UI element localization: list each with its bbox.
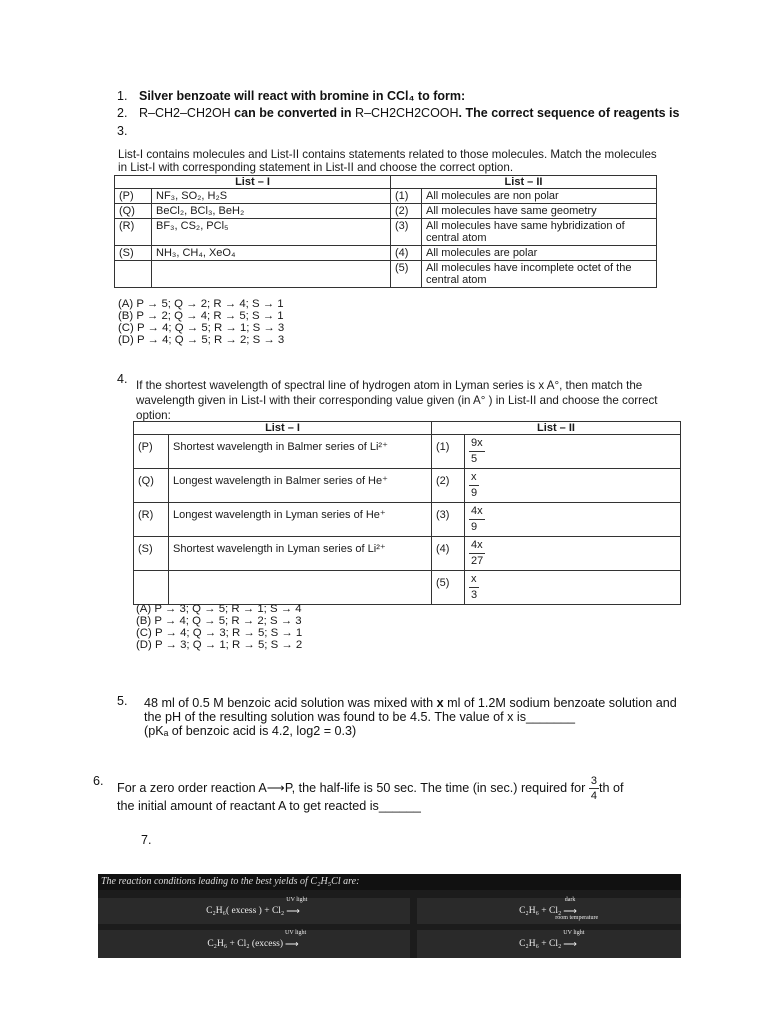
fraction: $\frac{4x}{27}$ xyxy=(471,539,484,567)
question-7-dark-panel xyxy=(98,874,681,958)
table-row: (Q) Longest wavelength in Balmer series of He⁺ (2) $\frac{x}{9}$ xyxy=(134,469,681,503)
question-3-intro: List-I contains molecules and List-II contains statements related to those molecules. Match the molecules in List-I with corresponding statement in List-II and choose the correct option. xyxy=(118,148,657,174)
question-3-number: 3. xyxy=(117,124,128,138)
question-4-match-table xyxy=(133,421,681,605)
table-header-list-1: List – I xyxy=(134,422,432,435)
table-row: (S) NH₃, CH₄, XeO₄ (4) All molecules are polar xyxy=(115,246,657,261)
table-header-list-2: List – II xyxy=(391,176,657,189)
table-row: (R) Longest wavelength in Lyman series of He⁺ (3) $\frac{4x}{9}$ xyxy=(134,503,681,537)
question-7-header: The reaction conditions leading to the best yields of C₂H₅Cl are: xyxy=(98,874,681,890)
option-b: (B) P → 4; Q → 5; R → 2; S → 3 xyxy=(136,615,302,627)
table-row: (P) Shortest wavelength in Balmer series of Li²⁺ (1) $\frac{9x}{5}$ xyxy=(134,435,681,469)
reaction-arrow-icon: ⟶ dark room temperature xyxy=(555,896,599,921)
fraction: $\frac{4x}{9}$ xyxy=(471,505,483,533)
table-header-list-2: List – II xyxy=(432,422,681,435)
table-row: (R) BF₃, CS₂, PCl₅ (3) All molecules have same hybridization of central atom xyxy=(115,219,657,246)
question-6-line-2: the initial amount of reactant A to get reacted is______ xyxy=(117,799,421,813)
question-1: 1. Silver benzoate will react with bromine in CCl₄ to form: xyxy=(117,89,466,103)
option-d: (D) P → 4; Q → 5; R → 2; S → 3 xyxy=(118,334,285,346)
long-right-arrow-icon: ⟶ xyxy=(266,780,285,795)
option-c: (C) P → 4; Q → 3; R → 5; S → 1 xyxy=(136,627,303,639)
question-7-number: 7. xyxy=(141,833,152,847)
fraction-three-quarters: $\frac{3}{4}$ xyxy=(590,775,598,802)
question-6-number: 6. xyxy=(93,774,104,788)
question-6-line-1: For a zero order reaction A⟶P, the half-life is 50 sec. The time (in sec.) required for $\frac{3}{4}$ th of xyxy=(117,775,624,802)
option-2[interactable]: C₂H₆ + Cl₂ ⟶ dark room temperature xyxy=(417,898,681,924)
reaction-arrow-icon: ⟶ UV light xyxy=(285,929,307,950)
table-row: (5) $\frac{x}{3}$ xyxy=(134,571,681,605)
option-b: (B) P → 2; Q → 4; R → 5; S → 1 xyxy=(118,310,284,322)
question-2-reactant: R–CH2–CH2OH xyxy=(139,106,231,120)
fraction: $\frac{x}{9}$ xyxy=(471,471,478,499)
question-5-text: 48 ml of 0.5 M benzoic acid solution was mixed with x ml of 1.2M sodium benzoate solution and the pH of the resulting solution was found to be 4.5. The value of x is_______ (pKₐ of benzoic acid is 4.2, log2 = 0.3) xyxy=(144,696,677,738)
question-3-match-table xyxy=(114,175,657,288)
fraction: $\frac{x}{3}$ xyxy=(471,573,478,601)
option-3[interactable]: C₂H₆ + Cl₂ (excess) ⟶ UV light xyxy=(98,930,410,958)
table-row: (5) All molecules have incomplete octet of the central atom xyxy=(115,261,657,288)
table-row: (P) NF₃, SO₂, H₂S (1) All molecules are non polar xyxy=(115,189,657,204)
question-2: 2. R–CH2–CH2OH can be converted in R–CH2CH2COOH. The correct sequence of reagents is xyxy=(117,106,680,120)
fraction: $\frac{9x}{5}$ xyxy=(471,437,483,465)
option-a: (A) P → 3; Q → 5; R → 1; S → 4 xyxy=(136,603,302,615)
table-row: (S) Shortest wavelength in Lyman series of Li²⁺ (4) $\frac{4x}{27}$ xyxy=(134,537,681,571)
reaction-arrow-icon: ⟶ UV light xyxy=(286,896,308,917)
question-4-number: 4. xyxy=(117,372,128,386)
option-4[interactable]: C₂H₆ + Cl₂ ⟶ UV light xyxy=(417,930,681,958)
question-4-intro: If the shortest wavelength of spectral line of hydrogen atom in Lyman series is x A°, then match the wavelength given in List-I with their corresponding value given (in A° ) in List-II and choose the correct option: xyxy=(136,379,658,422)
question-1-text: Silver benzoate will react with bromine in CCl₄ to form: xyxy=(139,89,466,103)
option-c: (C) P → 4; Q → 5; R → 1; S → 3 xyxy=(118,322,285,334)
option-1[interactable]: C₂H₆( excess ) + Cl₂ ⟶ UV light xyxy=(98,898,410,924)
question-2-product: R–CH2CH2COOH xyxy=(355,106,459,120)
option-a: (A) P → 5; Q → 2; R → 4; S → 1 xyxy=(118,298,284,310)
question-4-options xyxy=(136,603,302,651)
reaction-arrow-icon: ⟶ UV light xyxy=(563,929,585,950)
question-3-options xyxy=(118,298,284,346)
table-row: (Q) BeCl₂, BCl₃, BeH₂ (2) All molecules have same geometry xyxy=(115,204,657,219)
option-d: (D) P → 3; Q → 1; R → 5; S → 2 xyxy=(136,639,303,651)
question-5-number: 5. xyxy=(117,694,128,708)
table-header-list-1: List – I xyxy=(115,176,391,189)
